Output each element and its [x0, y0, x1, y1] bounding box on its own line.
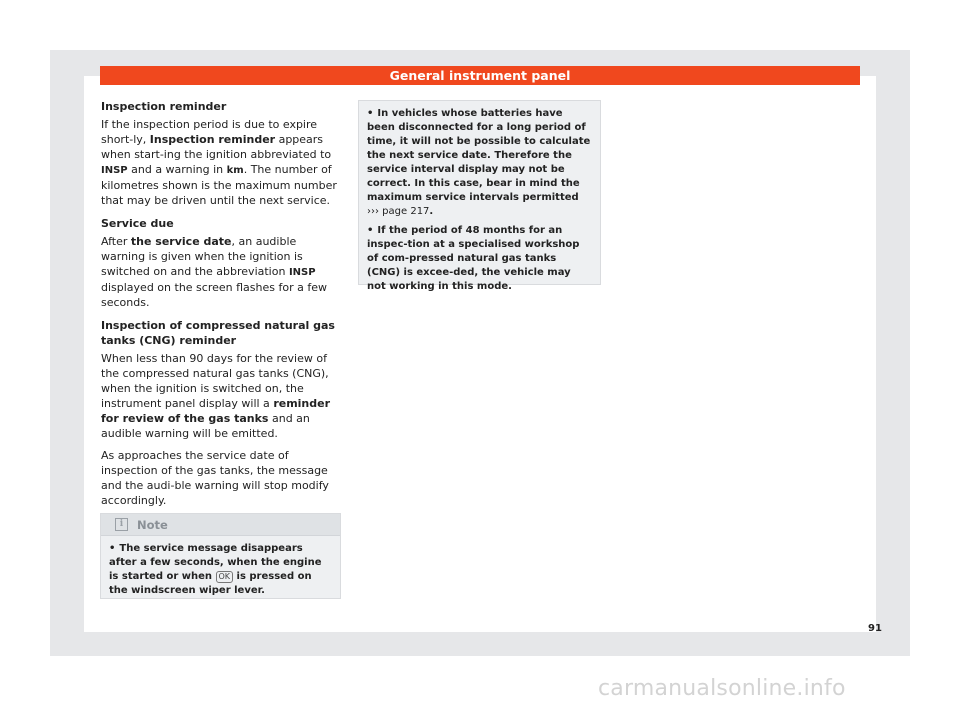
- paragraph-cng-2: As approaches the service date of inspection of the gas tanks, the message and the audi-ble warning will stop modify accordingly.: [101, 449, 329, 507]
- insp-symbol: INSP: [288, 267, 316, 278]
- heading-cng: Inspection of compressed natural gas tanks (CNG) reminder: [101, 319, 335, 347]
- km-symbol: km: [226, 165, 244, 176]
- note-body: [101, 536, 340, 598]
- note-header: [101, 514, 340, 536]
- page-reference-link[interactable]: ››› page 217: [367, 206, 430, 217]
- page-title: General instrument panel: [389, 68, 571, 83]
- list-item: • In vehicles whose batteries have been disconnected for a long period of time, it will not be possible to calculate the next service date. Therefore the service interval display may not be correct. In this case, bear in mind the maximum service intervals permitted ››› page 217.: [367, 108, 591, 217]
- watermark: carmanualsonline.info: [598, 676, 846, 701]
- note-box: [100, 513, 341, 599]
- paragraph-inspection-reminder: If the inspection period is due to expire short-ly, Inspection reminder appears when start-ing the ignition abbreviated to INSP and a warning in km. The number of kilometres shown is the maximum number that may be driven until the next service.: [101, 118, 337, 207]
- heading-inspection-reminder: Inspection reminder: [101, 100, 227, 113]
- list-item: • The service message disappears after a few seconds, when the engine is started or when OK is pressed on the windscreen wiper lever.: [109, 543, 322, 596]
- left-column: [101, 99, 342, 515]
- heading-service-due: Service due: [101, 217, 174, 230]
- ok-key: OK: [216, 571, 234, 583]
- note-title: Note: [137, 517, 168, 532]
- paragraph-service-due: After the service date, an audible warning is given when the ignition is switched on and the abbreviation INSP displayed on the screen flashes for a few seconds.: [101, 235, 327, 309]
- insp-symbol: INSP: [101, 165, 128, 176]
- page-number: 91: [868, 623, 882, 634]
- caution-box: [358, 100, 601, 292]
- list-item: • If the period of 48 months for an inspec-tion at a specialised workshop of com-pressed natural gas tanks (CNG) is excee-ded, the vehicle may not working in this mode.: [367, 225, 580, 292]
- paragraph-cng-1: When less than 90 days for the review of the compressed natural gas tanks (CNG), when the ignition is switched on, the instrument panel display will a reminder for review of the gas tanks and an audible warning will be emitted.: [101, 352, 331, 440]
- info-icon: i: [115, 518, 128, 531]
